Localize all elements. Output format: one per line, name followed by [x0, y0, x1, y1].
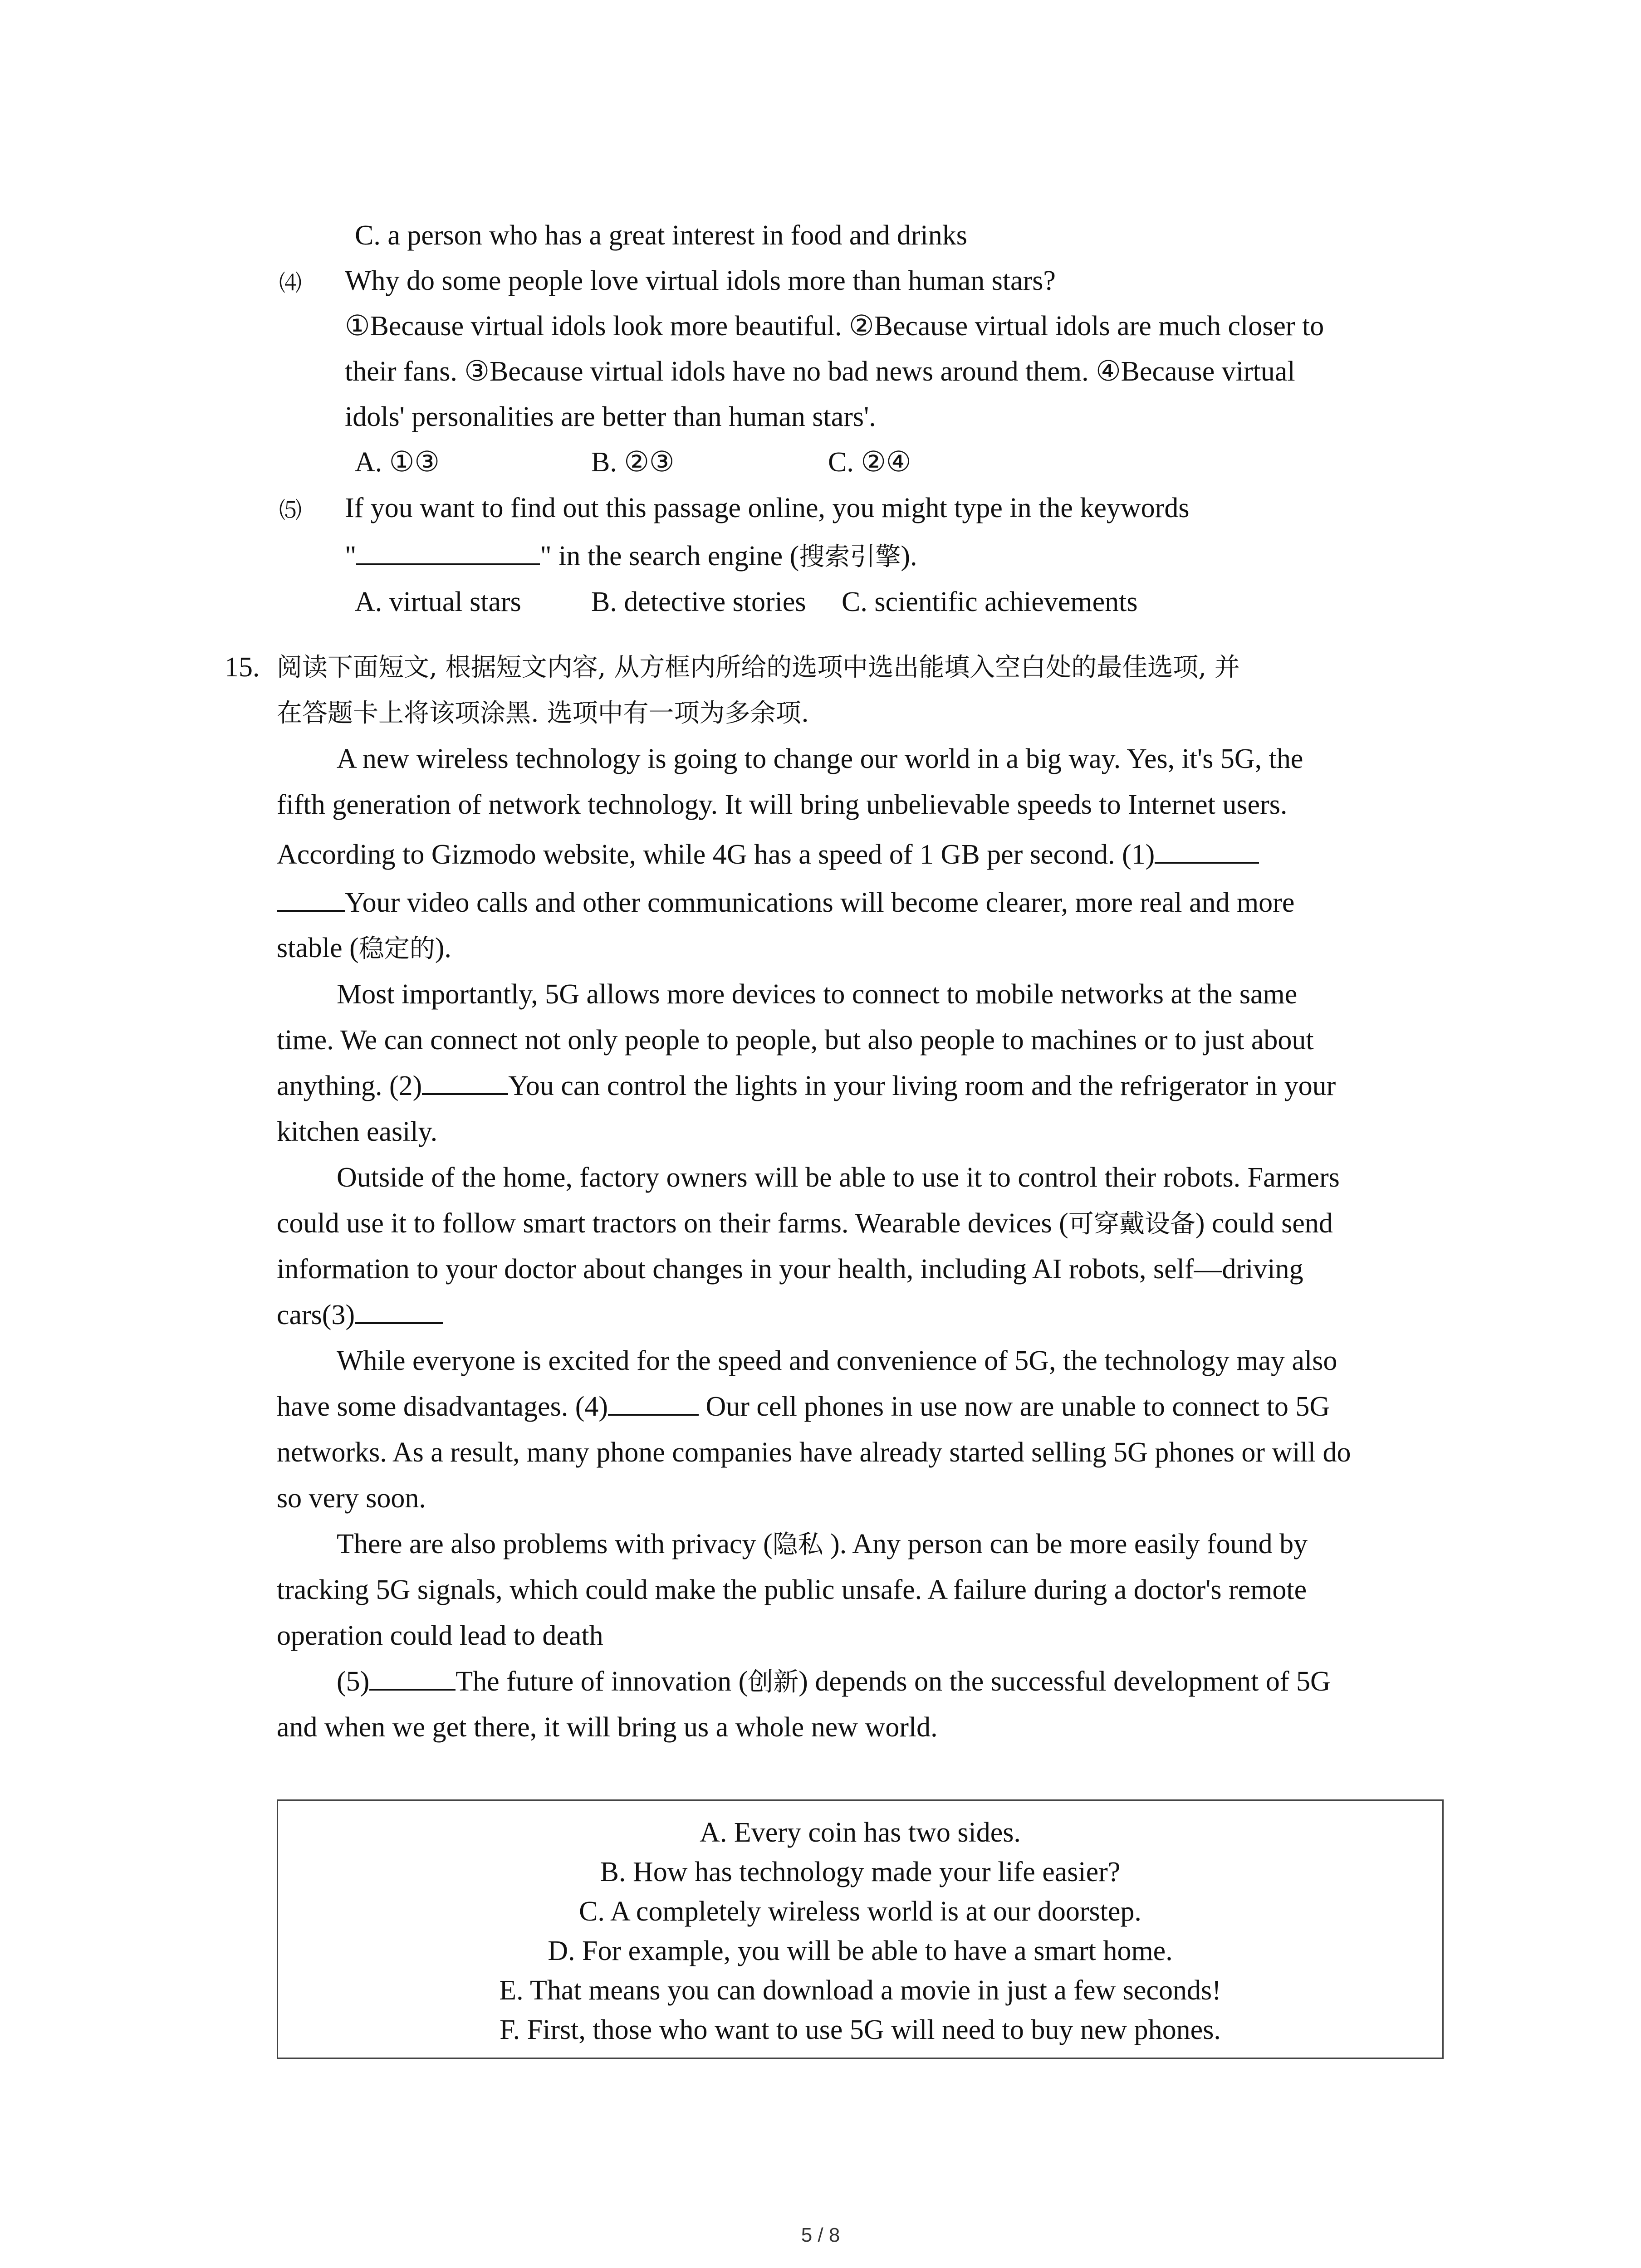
passage-line-3-text: According to Gizmodo website, while 4G has a speed of 1 GB per second. (1): [277, 839, 1155, 870]
passage-line-13: [277, 1292, 443, 1338]
page-number: 5 / 8: [801, 2224, 840, 2246]
choices-box: [277, 1799, 1444, 2059]
passage-line-10: Outside of the home, factory owners will be able to use it to control their robots. Farmers: [337, 1162, 1340, 1193]
q5-stem: If you want to find out this passage online, you might type in the keywords: [345, 493, 1190, 523]
q15-number: 15.: [225, 652, 260, 683]
blank-3: [355, 1297, 443, 1324]
q5-line2-end: ).: [901, 541, 917, 572]
passage-line-15-b: Our cell phones in use now are unable to connect to 5G: [698, 1391, 1330, 1422]
q4-stem: Why do some people love virtual idols more than human stars?: [345, 265, 1056, 296]
q3-option-c: C. a person who has a great interest in food and drinks: [355, 220, 967, 251]
passage-line-21-b: The future of innovation (: [456, 1666, 748, 1697]
passage-line-18-b: ). Any person can be more easily found by: [823, 1529, 1308, 1559]
passage-line-19: tracking 5G signals, which could make the public unsafe. A failure during a doctor's remote: [277, 1574, 1307, 1605]
q4-statement-line-2: their fans. ③Because virtual idols have no bad news around them. ④Because virtual: [345, 356, 1295, 387]
passage-line-21: [337, 1659, 1331, 1705]
q4-statement-line-1: ①Because virtual idols look more beautiful. ②Because virtual idols are much closer to: [345, 311, 1324, 342]
passage-line-14: While everyone is excited for the speed and convenience of 5G, the technology may also: [337, 1345, 1337, 1376]
passage-line-11: [277, 1201, 1333, 1247]
q5-line2-after: " in the search engine (: [540, 541, 799, 572]
passage-line-11-a: could use it to follow smart tractors on their farms. Wearable devices (: [277, 1208, 1068, 1239]
q5-blank: [356, 538, 540, 565]
passage-line-18: [337, 1521, 1308, 1568]
passage-line-9: kitchen easily.: [277, 1116, 438, 1147]
choice-b: B. How has technology made your life easier?: [600, 1857, 1121, 1887]
blank-5: [369, 1663, 456, 1691]
q4-option-a: A. ①③: [355, 447, 440, 478]
passage-line-13-text: cars(3): [277, 1300, 355, 1330]
passage-line-8-a: anything. (2): [277, 1070, 422, 1101]
choice-f: F. First, those who want to use 5G will need to buy new phones.: [500, 2014, 1221, 2045]
passage-line-11-b: ) could send: [1195, 1208, 1333, 1239]
passage-line-21-a: (5): [337, 1666, 370, 1697]
passage-line-5-b: ).: [435, 933, 451, 963]
passage-line-8: [277, 1063, 1336, 1109]
q5-option-a: A. virtual stars: [355, 587, 521, 617]
q5-keyword-line: [345, 533, 917, 580]
passage-line-3: [277, 832, 1259, 878]
q5-option-c: C. scientific achievements: [842, 587, 1138, 617]
q5-option-b: B. detective stories: [591, 587, 806, 617]
passage-line-22: and when we get there, it will bring us a whole new world.: [277, 1712, 938, 1743]
passage-line-18-a: There are also problems with privacy (: [337, 1529, 773, 1559]
choice-a: A. Every coin has two sides.: [700, 1817, 1021, 1848]
blank-2: [422, 1068, 508, 1095]
passage-cn-stable: 稳定的: [358, 934, 435, 963]
passage-cn-innovation: 创新: [748, 1667, 799, 1697]
passage-line-5: [277, 925, 451, 972]
passage-cn-wearable: 可穿戴设备: [1068, 1209, 1195, 1239]
q5-cn-search-engine: 搜索引擎: [799, 542, 901, 572]
passage-line-8-b: You can control the lights in your living room and the refrigerator in your: [508, 1070, 1336, 1101]
passage-line-4: [277, 880, 1294, 926]
passage-line-5-a: stable (: [277, 933, 359, 963]
q15-instructions-line-2: 在答题卡上将该项涂黑. 选项中有一项为多余项.: [277, 699, 809, 728]
passage-line-4-text: Your video calls and other communications will become clearer, more real and more: [345, 887, 1295, 918]
choice-d: D. For example, you will be able to have a smart home.: [548, 1936, 1173, 1966]
blank-1b: [277, 885, 345, 912]
passage-line-16: networks. As a result, many phone companies have already started selling 5G phones or will do: [277, 1437, 1351, 1468]
q5-open-quote: ": [345, 541, 357, 572]
passage-cn-privacy: 隐私: [772, 1530, 823, 1559]
passage-line-7: time. We can connect not only people to people, but also people to machines or to just about: [277, 1025, 1314, 1056]
q5-number: ⑸: [279, 497, 302, 523]
blank-1a: [1155, 836, 1259, 864]
choice-c: C. A completely wireless world is at our doorstep.: [579, 1896, 1141, 1927]
passage-line-15-a: have some disadvantages. (4): [277, 1391, 608, 1422]
q4-statement-line-3: idols' personalities are better than human stars'.: [345, 401, 876, 432]
passage-line-15: [277, 1384, 1330, 1430]
q4-number: ⑷: [279, 270, 302, 296]
passage-line-6: Most importantly, 5G allows more devices to connect to mobile networks at the same: [337, 979, 1298, 1010]
passage-line-12: information to your doctor about changes in your health, including AI robots, self—driving: [277, 1254, 1303, 1285]
blank-4: [608, 1388, 699, 1416]
passage-line-17: so very soon.: [277, 1483, 426, 1514]
passage-line-21-c: ) depends on the successful development of 5G: [798, 1666, 1331, 1697]
passage-line-1: A new wireless technology is going to change our world in a big way. Yes, it's 5G, the: [337, 743, 1303, 774]
q4-option-b: B. ②③: [591, 447, 675, 478]
q4-option-c: C. ②④: [828, 447, 911, 478]
passage-line-20: operation could lead to death: [277, 1620, 603, 1651]
passage-line-2: fifth generation of network technology. It will bring unbelievable speeds to Internet users.: [277, 789, 1288, 820]
q15-instructions-line-1: 阅读下面短文, 根据短文内容, 从方框内所给的选项中选出能填入空白处的最佳选项, 并: [277, 653, 1240, 682]
choice-e: E. That means you can download a movie in just a few seconds!: [499, 1975, 1221, 2006]
